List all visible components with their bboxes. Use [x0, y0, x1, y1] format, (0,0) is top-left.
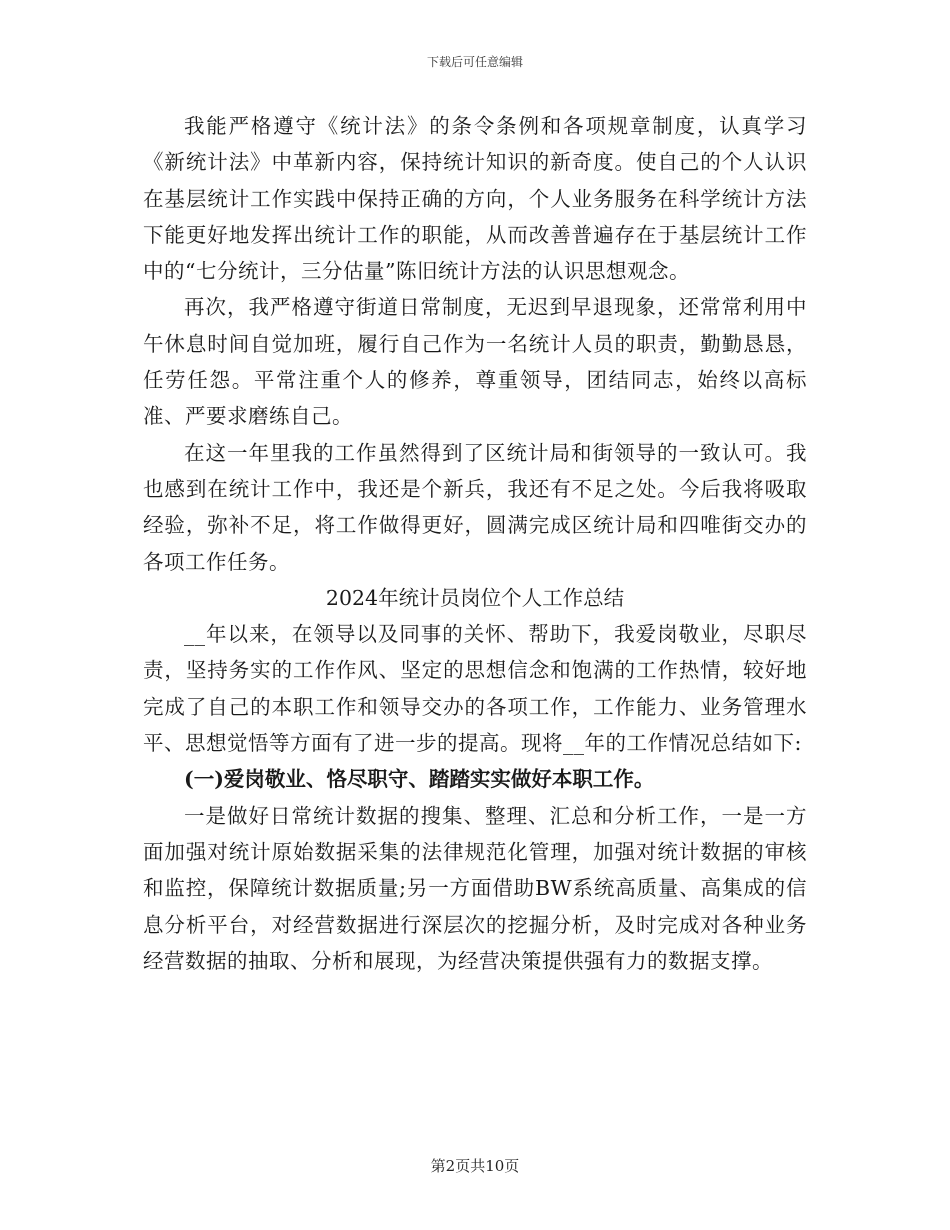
document-body [143, 108, 807, 979]
paragraph-year-review: 在这一年里我的工作虽然得到了区统计局和街领导的一致认可。我也感到在统计工作中，我还是个新兵，我还有不足之处。今后我将吸取经验，弥补不足，将工作做得更好，圆满完成区统计局和四唯街交办的各项工作任务。 [143, 440, 807, 574]
section-title: 2024年统计员岗位个人工作总结 [325, 585, 625, 610]
page-number: 第2页共10页 [430, 1157, 520, 1175]
page-header-note: 下载后可任意编辑 [426, 55, 523, 69]
subheading-dedication: (一)爱岗敬业、恪尽职守、踏踏实实做好本职工作。 [184, 767, 655, 792]
paragraph-intro: __年以来，在领导以及同事的关怀、帮助下，我爱岗敬业，尽职尽责，坚持务实的工作作风、坚定的思想信念和饱满的工作热情，较好地完成了自己的本职工作和领导交办的各项工作，工作能力、业务管理水平、思想觉悟等方面有了进一步的提高。现将__年的工作情况总结如下: [143, 622, 807, 756]
paragraph-discipline: 再次，我严格遵守街道日常制度，无迟到早退现象，还常常利用中午休息时间自觉加班，履行自己作为一名统计人员的职责，勤勤恳恳，任劳任怨。平常注重个人的修养，尊重领导，团结同志，始终以高标准、严要求磨练自己。 [143, 295, 807, 429]
paragraph-data-work: 一是做好日常统计数据的搜集、整理、汇总和分析工作，一是一方面加强对统计原始数据采集的法律规范化管理，加强对统计数据的审核和监控，保障统计数据质量;另一方面借助BW系统高质量、高集成的信息分析平台，对经营数据进行深层次的挖掘分析，及时完成对各种业务经营数据的抽取、分析和展现，为经营决策提供强有力的数据支撑。 [143, 803, 807, 973]
paragraph-statistics-law: 我能严格遵守《统计法》的条令条例和各项规章制度，认真学习《新统计法》中革新内容，保持统计知识的新奇度。使自己的个人认识在基层统计工作实践中保持正确的方向，个人业务服务在科学统计方法下能更好地发挥出统计工作的职能，从而改善普遍存在于基层统计工作中的“七分统计，三分估量”陈旧统计方法的认识思想观念。 [143, 114, 807, 284]
